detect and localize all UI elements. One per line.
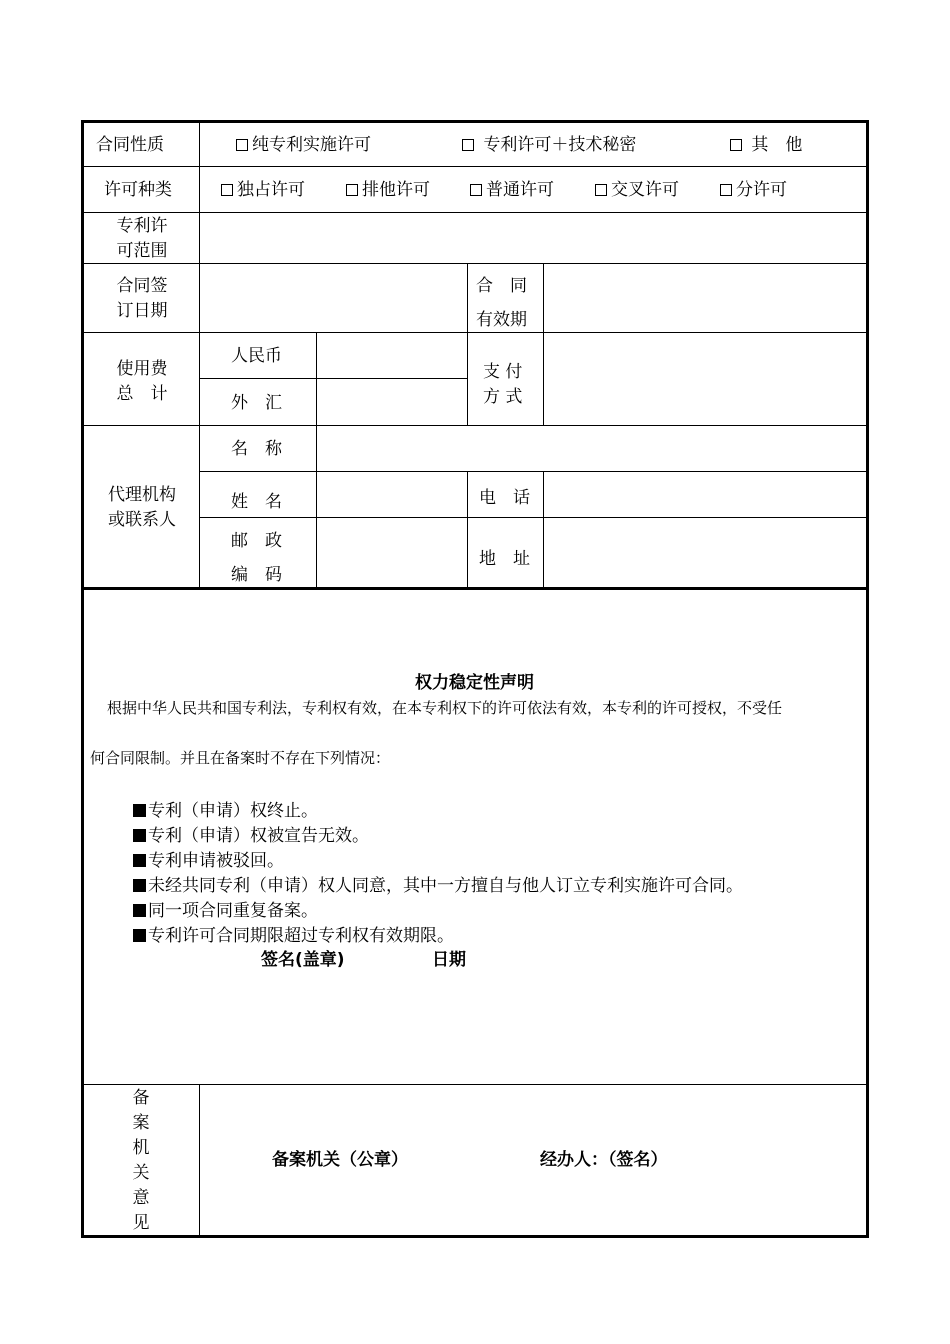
checkbox-icon[interactable]	[221, 184, 233, 196]
declaration-item: 同一项合同重复备案。	[133, 903, 318, 920]
payment-field[interactable]	[545, 334, 866, 424]
declaration-paragraph: 根据中华人民共和国专利法，专利权有效，在本专利权下的许可依法有效，本专利的许可授权，不受任	[107, 699, 783, 717]
filing-seal-label: 备案机关（公章）	[272, 1150, 408, 1170]
filing-label-char: 意	[132, 1188, 150, 1208]
license-type-label: 许可种类	[104, 180, 172, 200]
license-option-sub[interactable]: 分许可	[720, 182, 787, 199]
col-divider	[543, 471, 544, 588]
col-divider	[316, 332, 317, 588]
license-option-exclusive[interactable]: 独占许可	[221, 182, 305, 199]
row-divider	[200, 471, 867, 472]
validity-field[interactable]	[545, 265, 866, 331]
sign-date-label	[100, 274, 184, 324]
declaration-item: 专利（申请）权被宣告无效。	[133, 828, 369, 845]
filing-label-char: 案	[132, 1113, 150, 1133]
nature-option-other[interactable]: 其 他	[730, 137, 802, 154]
forex-field[interactable]	[318, 380, 466, 424]
agency-label-line: 或联系人	[108, 510, 176, 530]
sign-date-label-line: 订日期	[116, 301, 168, 321]
checkbox-icon[interactable]	[730, 139, 742, 151]
fee-total-label-line: 总 计	[116, 384, 168, 404]
scope-label-line: 可范围	[116, 241, 168, 261]
phone-label: 电 话	[479, 488, 530, 508]
declaration-paragraph: 何合同限制。并且在备案时不存在下列情况：	[90, 749, 391, 767]
filing-opinion-label	[120, 1086, 162, 1236]
filing-label-char: 关	[132, 1163, 150, 1183]
nature-option-pure-patent[interactable]: 纯专利实施许可	[236, 137, 371, 154]
col-divider	[467, 471, 468, 588]
scope-label-line: 专利许	[116, 216, 168, 236]
license-option-cross[interactable]: 交叉许可	[595, 182, 679, 199]
square-bullet-icon	[133, 929, 146, 942]
agency-label	[96, 483, 188, 533]
address-label: 地 址	[479, 549, 530, 569]
zip-label-line: 编 码	[231, 565, 282, 585]
zip-label-line: 邮 政	[231, 531, 282, 551]
col-divider	[543, 263, 544, 425]
payment-label-line: 方 式	[483, 387, 523, 407]
declaration-item: 未经共同专利（申请）权人同意，其中一方擅自与他人订立专利实施许可合同。	[133, 878, 743, 895]
contact-person-field[interactable]	[318, 473, 466, 516]
declaration-title: 权力稳定性声明	[415, 673, 534, 693]
address-field[interactable]	[545, 519, 866, 586]
checkbox-icon[interactable]	[346, 184, 358, 196]
license-option-ordinary[interactable]: 普通许可	[470, 182, 554, 199]
phone-field[interactable]	[545, 473, 866, 516]
zip-field[interactable]	[318, 519, 466, 586]
rmb-field[interactable]	[318, 334, 466, 377]
filing-label-char: 见	[132, 1213, 150, 1233]
sign-date-field[interactable]	[201, 265, 466, 331]
square-bullet-icon	[133, 854, 146, 867]
square-bullet-icon	[133, 879, 146, 892]
contract-nature-label: 合同性质	[96, 135, 164, 155]
square-bullet-icon	[133, 904, 146, 917]
scope-field[interactable]	[201, 214, 866, 262]
filing-label-char: 备	[132, 1088, 150, 1108]
col-divider	[199, 122, 200, 588]
scope-label	[100, 214, 184, 264]
date-label: 日期	[432, 950, 466, 970]
validity-label-line: 有效期	[476, 310, 527, 330]
declaration-item: 专利许可合同期限超过专利权有效期限。	[133, 928, 454, 945]
checkbox-icon[interactable]	[462, 139, 474, 151]
row-divider	[200, 517, 867, 518]
checkbox-icon[interactable]	[595, 184, 607, 196]
declaration-item: 专利申请被驳回。	[133, 853, 284, 870]
checkbox-icon[interactable]	[470, 184, 482, 196]
agency-label-line: 代理机构	[108, 485, 176, 505]
sign-date-label-line: 合同签	[116, 276, 168, 296]
payment-label-line: 支 付	[483, 362, 523, 382]
license-option-sole[interactable]: 排他许可	[346, 182, 430, 199]
filing-label-char: 机	[132, 1138, 150, 1158]
agency-name-field[interactable]	[318, 427, 866, 470]
row-divider	[200, 378, 467, 379]
agency-name-label: 名 称	[231, 439, 282, 459]
col-divider	[199, 1085, 200, 1236]
square-bullet-icon	[133, 829, 146, 842]
fee-total-label-line: 使用费	[116, 359, 168, 379]
handler-signature-label: 经办人：（签名）	[540, 1150, 668, 1170]
rmb-label: 人民币	[231, 346, 282, 366]
forex-label: 外 汇	[231, 393, 282, 413]
declaration-item: 专利（申请）权终止。	[133, 803, 318, 820]
validity-label-line: 合 同	[476, 276, 527, 296]
contact-person-label: 姓 名	[231, 492, 282, 512]
checkbox-icon[interactable]	[720, 184, 732, 196]
col-divider	[467, 263, 468, 425]
nature-option-patent-plus-secret[interactable]: 专利许可＋技术秘密	[462, 137, 636, 154]
fee-total-label	[100, 357, 184, 407]
checkbox-icon[interactable]	[236, 139, 248, 151]
square-bullet-icon	[133, 804, 146, 817]
signature-label: 签名(盖章)	[261, 950, 345, 970]
